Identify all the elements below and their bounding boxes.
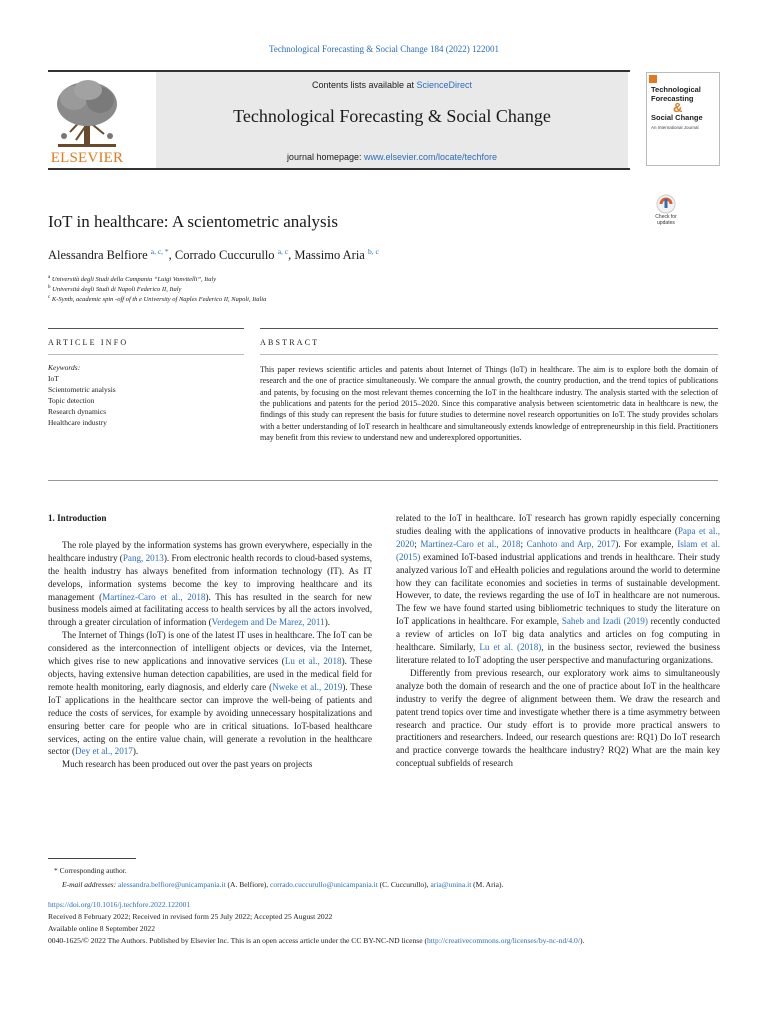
cover-title-line: Technological [651,85,701,94]
cover-subtitle: An International Journal [651,125,699,130]
license-text: 0040-1625/© 2022 The Authors. Published by Elsevier Inc. This is an open access article under the CC BY-NC-ND license ( [48,936,427,945]
affiliation-text: Università degli Studi della Campania “Luigi Vanvitelli”, Italy [51,276,217,284]
author-list: Alessandra Belfiore $^{a, c, *}$, Corrado Cuccurullo $^{a, c}$, Massimo Aria $^{b, c}$ [48,247,379,263]
article-info-heading: ARTICLE INFO [48,338,129,347]
check-for-updates-label[interactable] [646,214,686,226]
affiliation [48,285,181,293]
citation-link[interactable]: Verdegem and De Marez, 2011 [211,617,325,628]
text: examined IoT-based industrial applications and trends in healthcare. Their study analyzed various IoT and eHealth policies and regulations around the world to determine how they can facilitate economies and societies in terms of sustainable development. However, to date, the reviews regarding the use of IoT in healthcare are not numerous. The few we have found started using bibliometric techniques to study the literature on IoT applications in healthcare. For example, [396,551,720,627]
paragraph: Much research has been produced out over the past years on projects [62,759,313,770]
received-dates: Received 8 February 2022; Received in revised form 25 July 2022; Accepted 25 August 2022 [48,912,333,921]
abstract-bottom-rule [48,480,718,481]
email-link[interactable]: corrado.cuccurullo@unicampania.it [270,880,378,889]
body-right-column [396,512,720,770]
email-owner: (A. Belfiore), [225,880,271,889]
citation-link[interactable]: Nweke et al., 2019 [272,681,343,692]
text: ). These objects, having extensive human detection capabilities, are used in the medical field for remote health monitoring, early diagnosis, and elderly care ( [48,656,372,692]
sciencedirect-link[interactable]: ScienceDirect [416,80,473,90]
affiliation-text: K-Synth, academic spin -off of th e University of Naples Federico II, Napoli, Italia [51,296,267,304]
license-link[interactable]: http://creativecommons.org/licenses/by-nc-nd/4.0/ [427,936,580,945]
author-affiliation-marks[interactable]: b, c [367,247,379,256]
footnote-rule [48,858,136,859]
header-bottom-rule [48,168,630,170]
affiliation-mark: b [48,285,51,290]
author-affiliation-marks[interactable]: a, c [277,247,289,256]
citation-link[interactable]: Papa et al., 2020 [396,525,721,549]
citation-link[interactable]: Dey et al., 2017 [75,746,133,757]
affiliation-text: Università degli Studi di Napoli Federico II, Italy [52,286,182,294]
article-title: IoT in healthcare: A scientometric analysis [48,212,339,231]
keyword: Scientometric analysis [48,385,116,394]
affiliation [48,295,266,303]
publisher-logo-text: ELSEVIER [50,150,124,166]
text: ; [520,538,527,549]
citation-link[interactable]: Martínez-Caro et al., 2018 [420,538,521,549]
contents-line [156,80,628,90]
available-online: Available online 8 September 2022 [48,924,155,933]
paragraph [396,512,720,667]
paragraph: Differently from previous research, our exploratory work aims to simultaneously analyze both the domain of research and the one of practice about IoT in the healthcare industry to verify the degree of alignment between them. We draw the research and patent trend topics over time and investigate whether there is a time asymmetry between research and practice. Our study effort is to provide more practical answers to practitioners and researchers. Indeed, our research questions are: RQ1) Do IoT research and practice converge towards the healthcare industry? RQ2) What are the main key conceptual subfields of research [396,667,720,769]
license-statement [48,936,720,946]
keyword: IoT [48,374,59,383]
citation-link[interactable]: Martínez-Caro et al., 2018 [102,591,206,602]
section-heading: 1. Introduction [48,513,107,523]
paragraph [48,629,372,758]
text: ). For example, [615,538,678,549]
check-line: updates [657,220,675,226]
citation-link[interactable]: Islam et al. (2015) [396,538,720,562]
keyword: Healthcare industry [48,418,107,427]
author-name[interactable]: Massimo Aria [294,248,365,263]
cover-badge-icon [649,75,657,83]
abstract-top-rule [260,328,718,329]
text: related to the IoT in healthcare. IoT research has grown rapidly especially concerning studies dealing with the applications of innovative products in healthcare ( [396,513,720,536]
text: , in the business sector, reviewed the business literature related to IoT adopting the user perspective and manufacturing organizations. [396,642,720,665]
article-info-mid-rule [48,354,244,355]
doi-link[interactable] [48,900,720,910]
doi-url[interactable]: https://doi.org/10.1016/j.techfore.2022.122001 [48,900,191,909]
homepage-prefix: journal homepage: [286,152,364,162]
cover-title-line: Social Change [651,113,703,122]
citation-link[interactable]: Canhoto and Arp, 2017 [526,538,616,549]
contents-prefix: Contents lists available at [311,80,417,90]
corresponding-author-note: * Corresponding author. [54,866,127,875]
citation-link[interactable]: Lu et al., 2018 [284,656,342,667]
citation-link[interactable]: Pang, 2013 [122,552,164,563]
affiliation [48,275,216,283]
homepage-link[interactable]: www.elsevier.com/locate/techfore [364,152,498,162]
abstract-mid-rule [260,354,718,355]
email-link[interactable]: aria@unina.it [430,880,472,889]
keywords-label: Keywords: [48,363,81,372]
cover-title-line: Forecasting [651,94,694,103]
email-addresses [62,880,503,889]
license-text: ). [579,936,585,945]
text: ). This has resulted in the search for new business models aimed at facilitating access to health services by all the actors involved, through a greater circulation of information ( [48,591,372,628]
text: ). These IoT applications in the healthcare sector can improve the well-being of patients and reduce the costs of services, for example by avoiding unnecessary hospitalizations and ensuring better care for people who are in critical situations. IoT-based healthcare services, acting on the entire value chain, will generate a revolution in the healthcare sector ( [48,681,372,757]
body-left-column [48,512,372,771]
paragraph [48,539,372,629]
article-info-top-rule [48,328,244,329]
keyword: Research dynamics [48,407,107,416]
journal-citation[interactable]: Technological Forecasting & Social Change 184 (2022) 122001 [268,44,500,54]
author-name[interactable]: Alessandra Belfiore [48,248,148,263]
email-label: E-mail addresses: [62,880,118,889]
text: ). [324,617,330,628]
affiliation-mark: a [48,275,51,280]
keyword: Topic detection [48,396,95,405]
text: The Internet of Things (IoT) is one of the latest IT uses in healthcare. The IoT can be considered as the interconnection of intelligent objects or devices, via the Internet, which gives rise to new applications and innovative services ( [48,630,372,667]
affiliation-mark: c [48,295,51,300]
email-owner: (C. Cuccurullo), [377,880,431,889]
text: recently conducted a review of articles on IoT big data analytics and articles on fog computing in healthcare. Similarly, [396,616,721,653]
cover-title-ampersand: & [673,100,683,115]
text: ; [414,538,421,549]
citation-link[interactable]: Lu et al. (2018) [479,642,542,653]
elsevier-tree-logo [48,74,126,150]
author-name[interactable]: Corrado Cuccurullo [174,248,275,263]
journal-title: Technological Forecasting & Social Change [233,106,551,126]
journal-homepage [156,152,628,162]
email-link[interactable]: alessandra.belfiore@unicampania.it [117,880,226,889]
check-line: Check for [655,214,677,220]
text: The role played by the information systems has grown everywhere, especially in the healthcare industry ( [48,539,372,563]
journal-cover-thumbnail[interactable] [646,72,720,166]
citation-link[interactable]: Saheb and Izadi (2019) [561,616,648,627]
author-affiliation-marks[interactable]: a, c, * [150,247,169,256]
email-owner: (M. Aria). [471,880,504,889]
text: ). [132,746,139,757]
cover-title [651,85,703,122]
text: ). From electronic health records to cloud-based systems, the health industry has always benefited from information technology (IT). As IT develops, information systems become the key to improving healthcare and its management ( [48,552,373,602]
abstract-text: This paper reviews scientific articles and patents about Internet of Things (IoT) in healthcare. The aim is to explore both the domain of research and the one of practice simultaneously. We compare the annual growth, the country production, and the trend topics of publications and patents, by focusing on the most relevant themes concerning the IoT in the healthcare industry. The analysis started with the selection of the publications and patents for the period 2015–2020. Since this comparative analysis between scientometric data in healthcare is new, the findings of this study can represent the basis for future studies to determine novel research opportunities on IoT. The study provides scholars with a better understanding of IoT research in healthcare and simultaneously extends knowledge of entrepreneurship in this field. Practitioners may benefit from this review to understand new and underexplored opportunities. [260,365,718,443]
abstract-heading: ABSTRACT [260,338,320,347]
